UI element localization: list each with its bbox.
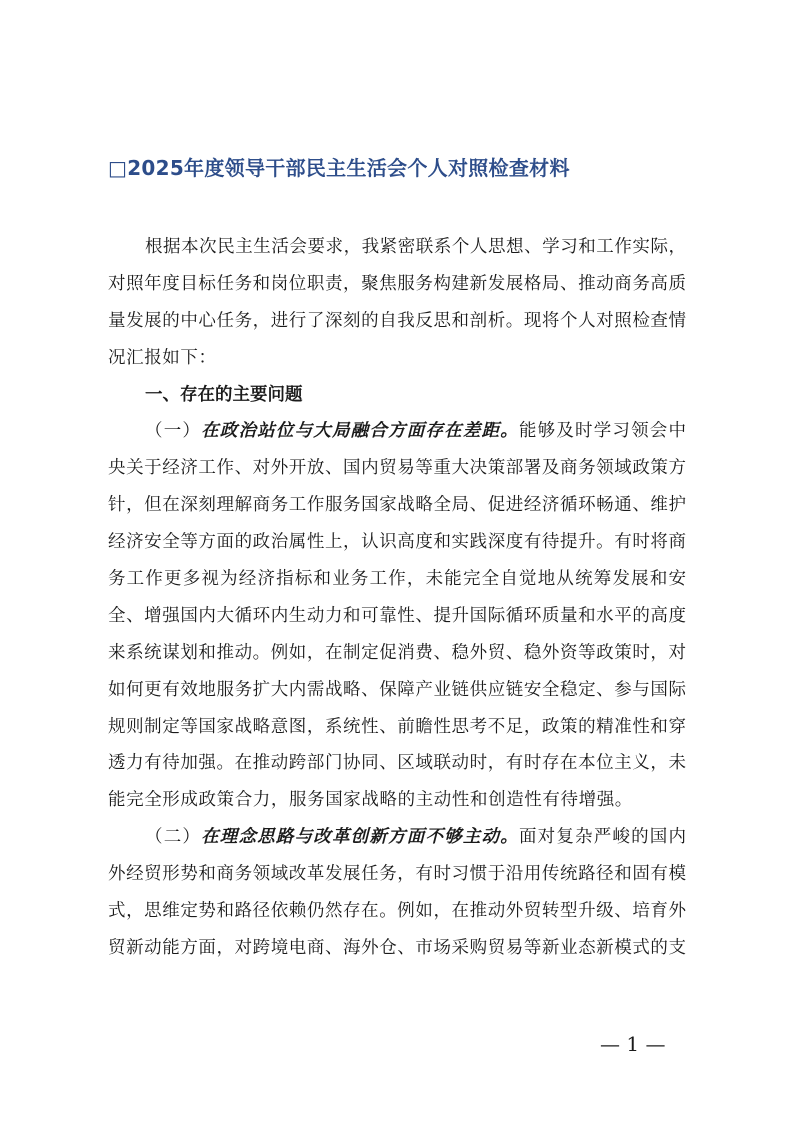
text-segment: 面对复杂严峻的国内: [518, 827, 687, 848]
document-title: □2025年度领导干部民主生活会个人对照检查材料: [108, 156, 570, 180]
page-number: — 1 —: [600, 1032, 666, 1056]
text-line: [108, 598, 686, 635]
text-segment: 针，但在深刻理解商务工作服务国家战略全局、促进经济循环畅通、维护: [108, 495, 686, 516]
text-line: [108, 635, 686, 672]
text-segment: 一、存在的主要问题: [145, 384, 303, 405]
text-line: [108, 856, 686, 893]
text-line: [108, 782, 686, 819]
text-segment: 式，思维定势和路径依赖仍然存在。例如，在推动外贸转型升级、培育外: [108, 901, 686, 922]
text-line: [108, 266, 686, 303]
text-line: [108, 377, 686, 414]
text-line: [108, 672, 686, 709]
text-line: [108, 893, 686, 930]
text-segment: 央关于经济工作、对外开放、国内贸易等重大决策部署及商务领域政策方: [108, 458, 686, 479]
document-body: [108, 229, 686, 967]
paragraph: [108, 819, 686, 967]
text-segment: 贸新动能方面，对跨境电商、海外仓、市场采购贸易等新业态新模式的支: [108, 937, 686, 958]
text-line: [108, 450, 686, 487]
text-segment: （一）: [145, 421, 202, 442]
text-line: [108, 561, 686, 598]
text-segment: 透力有待加强。在推动跨部门协同、区域联动时，有时存在本位主义，未: [108, 753, 686, 774]
text-segment: 能完全形成政策合力，服务国家战略的主动性和创造性有待增强。: [108, 790, 633, 811]
text-line: [108, 229, 686, 266]
text-segment: 全、增强国内大循环内生动力和可靠性、提升国际循环质量和水平的高度: [108, 605, 686, 626]
text-line: [108, 303, 686, 340]
text-line: [108, 819, 686, 856]
text-segment: 规则制定等国家战略意图，系统性、前瞻性思考不足，政策的精准性和穿: [108, 716, 686, 737]
text-line: [108, 340, 686, 377]
text-segment: 能够及时学习领会中: [518, 421, 687, 442]
text-line: [108, 745, 686, 782]
text-line: [108, 709, 686, 746]
paragraph: [108, 229, 686, 377]
text-segment: 量发展的中心任务，进行了深刻的自我反思和剖析。现将个人对照检查情: [108, 310, 686, 331]
emphasis-text: 在政治站位与大局融合方面存在差距。: [201, 421, 519, 442]
text-segment: 经济安全等方面的政治属性上，认识高度和实践深度有待提升。有时将商: [108, 532, 686, 553]
text-line: [108, 524, 686, 561]
text-segment: 务工作更多视为经济指标和业务工作，未能完全自觉地从统筹发展和安: [108, 569, 686, 590]
text-line: [108, 487, 686, 524]
text-segment: 如何更有效地服务扩大内需战略、保障产业链供应链安全稳定、参与国际: [108, 679, 686, 700]
text-segment: （二）: [145, 827, 202, 848]
text-line: [108, 930, 686, 967]
text-segment: 况汇报如下：: [108, 347, 217, 368]
text-segment: 对照年度目标任务和岗位职责，聚焦服务构建新发展格局、推动商务高质: [108, 273, 686, 294]
text-segment: 来系统谋划和推动。例如，在制定促消费、稳外贸、稳外资等政策时，对: [108, 642, 686, 663]
paragraph: [108, 413, 686, 819]
text-line: [108, 413, 686, 450]
section-heading: [108, 377, 686, 414]
text-segment: 根据本次民主生活会要求，我紧密联系个人思想、学习和工作实际，: [145, 237, 686, 257]
emphasis-text: 在理念思路与改革创新方面不够主动。: [201, 827, 519, 848]
text-segment: 外经贸形势和商务领域改革发展任务，有时习惯于沿用传统路径和固有模: [108, 864, 686, 885]
